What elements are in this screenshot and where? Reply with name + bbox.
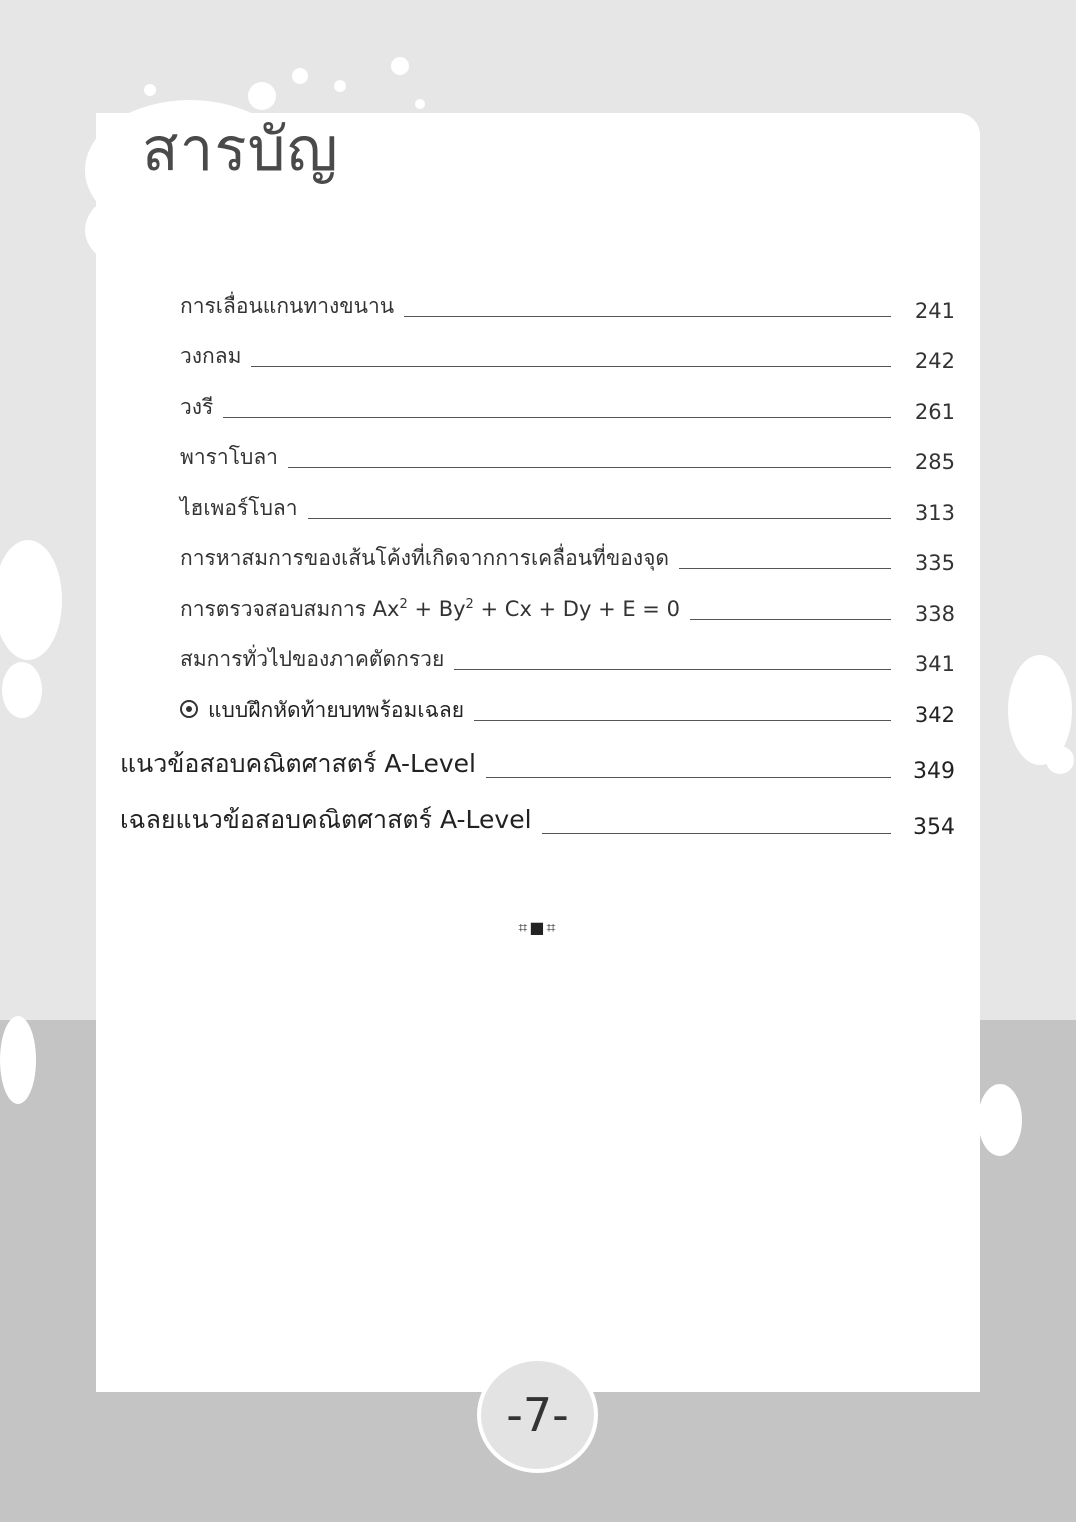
dotted-leader	[223, 417, 891, 418]
dotted-leader	[404, 316, 891, 317]
toc-entry-label	[180, 694, 464, 727]
toc-entry[interactable]	[180, 596, 955, 626]
toc-entry[interactable]	[180, 444, 955, 474]
dotted-leader	[454, 669, 891, 670]
section-divider: ⌗■⌗	[518, 918, 558, 937]
equation-mid: + By	[407, 597, 466, 621]
equation-prefix: การตรวจสอบสมการ Ax	[180, 597, 400, 621]
toc-entry-page: 261	[914, 400, 955, 424]
toc-chapter-label: เฉลยแนวข้อสอบคณิตศาสตร์ A-Level	[120, 805, 532, 834]
toc-entry[interactable]	[180, 646, 955, 676]
toc-entry-label: ไฮเพอร์โบลา	[180, 496, 298, 520]
dotted-leader	[251, 366, 891, 367]
page-number-badge: -7-	[477, 1357, 598, 1473]
toc-chapter-page: 349	[913, 759, 955, 784]
toc-entry-page: 313	[914, 501, 955, 525]
toc-chapter-label: แนวข้อสอบคณิตศาสตร์ A-Level	[120, 749, 476, 778]
toc-entry-label: การเลื่อนแกนทางขนาน	[180, 294, 395, 318]
toc-entry-label: การหาสมการของเส้นโค้งที่เกิดจากการเคลื่อนที่ของจุด	[180, 546, 670, 570]
toc-entry-label: วงกลม	[180, 344, 242, 368]
toc-entry-label: พาราโบลา	[180, 445, 278, 469]
exponent: 2	[465, 597, 474, 612]
toc-entry[interactable]	[180, 495, 955, 525]
toc-entry-page: 342	[914, 703, 955, 727]
toc-entry-label: สมการทั่วไปของภาคตัดกรวย	[180, 647, 445, 671]
toc-entry-label	[180, 593, 680, 626]
dotted-leader	[486, 777, 891, 778]
exponent: 2	[399, 597, 408, 612]
toc-entry-page: 285	[914, 450, 955, 474]
dotted-leader	[288, 467, 891, 468]
dotted-leader	[474, 720, 891, 721]
toc-entry-page: 335	[914, 551, 955, 575]
toc-entry-page: 241	[914, 299, 955, 323]
equation-suffix: + Cx + Dy + E = 0	[473, 597, 680, 621]
toc-chapter[interactable]	[120, 750, 955, 784]
dotted-leader	[542, 833, 891, 834]
toc-entry[interactable]	[180, 545, 955, 575]
dotted-leader	[308, 518, 891, 519]
toc-chapter[interactable]	[120, 806, 955, 840]
toc-entry-page: 341	[914, 652, 955, 676]
toc-chapter-page: 354	[913, 815, 955, 840]
dotted-leader	[679, 568, 891, 569]
toc-entry-page: 338	[914, 602, 955, 626]
toc-entry[interactable]	[180, 293, 955, 323]
toc-entry-exercises[interactable]	[180, 697, 955, 727]
dotted-leader	[690, 619, 891, 620]
bullet-circle-icon	[180, 700, 198, 718]
toc-entry-label: วงรี	[180, 395, 214, 419]
toc-entry-page: 242	[914, 349, 955, 373]
page-title: สารบัญ	[142, 115, 339, 185]
exercises-label: แบบฝึกหัดท้ายบทพร้อมเฉลย	[208, 698, 465, 722]
toc-entry[interactable]	[180, 343, 955, 373]
toc-entry[interactable]	[180, 394, 955, 424]
